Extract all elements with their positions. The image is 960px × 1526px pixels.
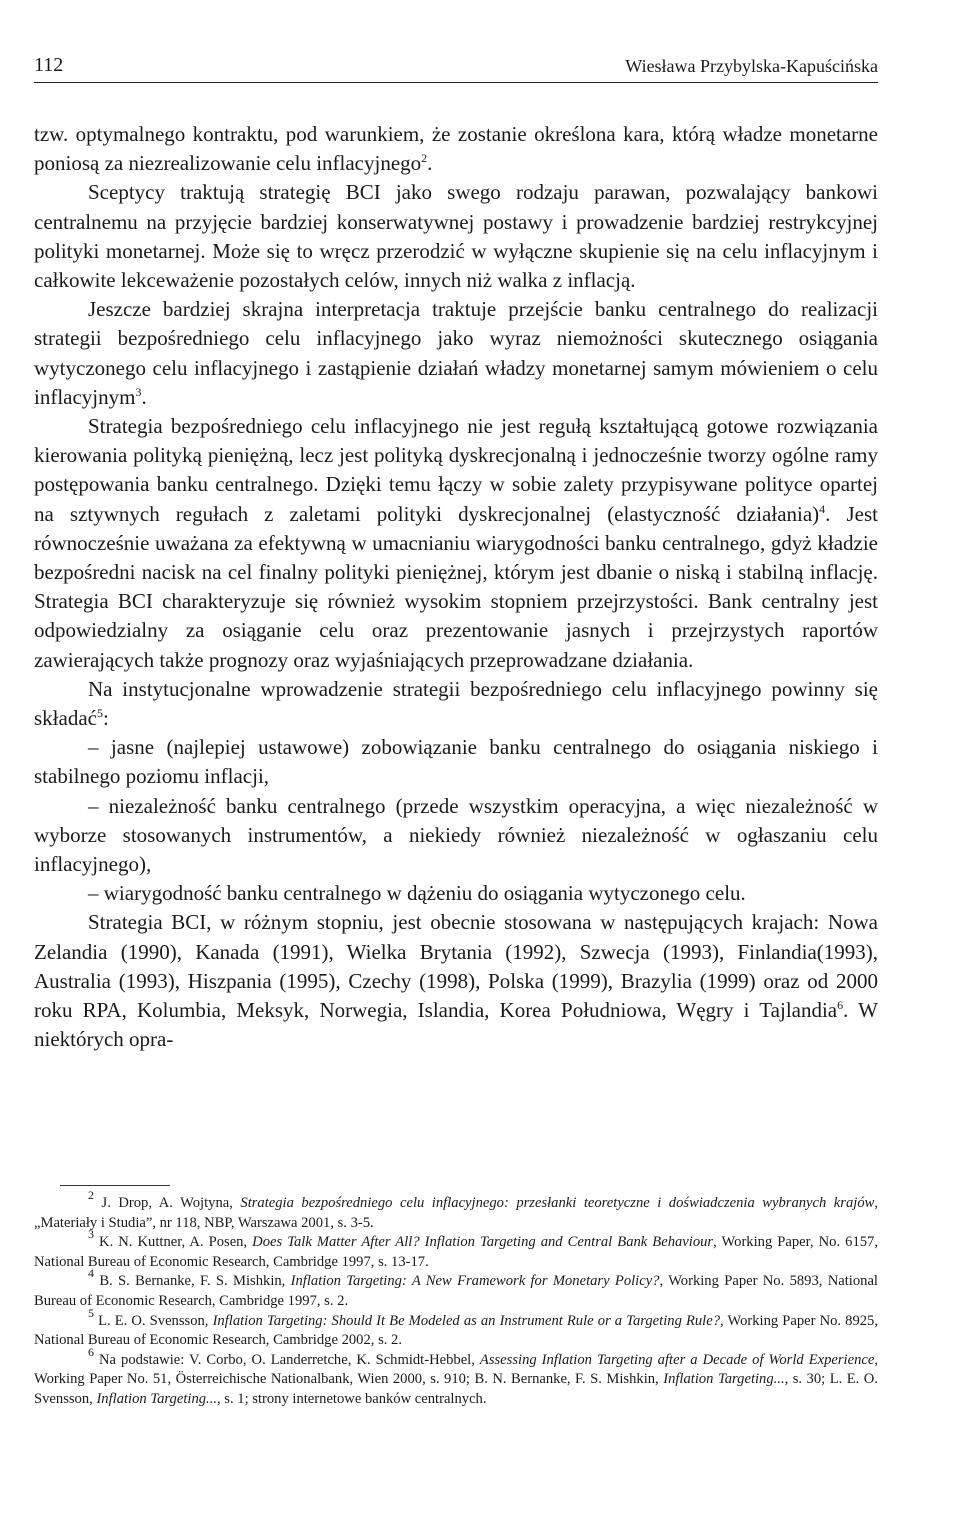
footnote-ref[interactable]: 5	[96, 706, 103, 721]
footnote: $^2$ J. Drop, A. Wojtyna, Strategia bezpośredniego celu inflacyjnego: przesłanki teoretyczne i doświadczenia wybranych krajów, „Materiały i Studia”, nr 118, NBP, Warszawa 2001, s. 3-5.	[34, 1188, 879, 1231]
paragraph: Sceptycy traktują strategię BCI jako swego rodzaju parawan, pozwalający bankowi centralnemu na przyjęcie bardziej konserwatywnej postawy i prowadzenie bardziej restrykcyjnej polityki monetarnej. Może się to wręcz przerodzić w wyłączne skupienie się na celu inflacyjnym i całkowite lekceważenie pozostałych celów, innych niż walka z inflacją.	[34, 180, 878, 293]
page-number: 112	[34, 54, 64, 76]
footnotes	[34, 1188, 879, 1410]
footnote-ref[interactable]: 3	[135, 384, 142, 399]
paragraph: Strategia bezpośredniego celu inflacyjnego nie jest regułą kształtującą gotowe rozwiązania kierowania polityką pieniężną, lecz jest polityką dyskrecjonalną i jednocześnie tworzy ogólne ramy postępowania banku centralnego. Dzięki temu łączy w sobie zalety przypisywane polityce opartej na sztywnych regułach z zaletami polityki dyskrecjonalnej (elastyczność działania)$^4$. Jest równocześnie uważana za efektywną w umacnianiu wiarygodności banku centralnego, gdyż kładzie bezpośredni nacisk na cel finalny polityki pieniężnej, którym jest dbanie o niską i stabilną inflację. Strategia BCI charakteryzuje się również wysokim stopniem przejrzystości. Bank centralny jest odpowiedzialny za osiąganie celu oraz prezentowanie jasnych i przejrzystych raportów zawierających także prognozy oraz wyjaśniających przeprowadzane działania.	[34, 414, 878, 672]
paragraph: tzw. optymalnego kontraktu, pod warunkiem, że zostanie określona kara, którą władze monetarne poniosą za niezrealizowanie celu inflacyjnego$^2$.	[34, 122, 878, 176]
body-text	[34, 120, 878, 1055]
paragraph: Jeszcze bardziej skrajna interpretacja traktuje przejście banku centralnego do realizacji strategii bezpośredniego celu inflacyjnego jako wyraz niemożności skutecznego osiągania wytyczonego celu inflacyjnego i zastąpienie działań władzy monetarnej samym mówieniem o celu inflacyjnym$^3$.	[34, 297, 878, 409]
paragraph: Strategia BCI, w różnym stopniu, jest obecnie stosowana w następujących krajach: Nowa Zelandia (1990), Kanada (1991), Wielka Brytania (1992), Szwecja (1993), Finlandia(1993), Australia (1993), Hiszpania (1995), Czechy (1998), Polska (1999), Brazylia (1999) oraz od 2000 roku RPA, Kolumbia, Meksyk, Norwegia, Islandia, Korea Południowa, Węgry i Tajlandia$^6$. W niektórych opra-	[34, 910, 878, 1052]
footnote: $^6$ Na podstawie: V. Corbo, O. Landerretche, K. Schmidt-Hebbel, Assessing Inflation Targeting after a Decade of World Experience, Working Paper No. 51, Österreichische Nationalbank, Wien 2000, s. 910; B. N. Bernanke, F. S. Mishkin, Inflation Targeting..., s. 30; L. E. O. Svensson, Inflation Targeting..., s. 1; strony internetowe banków centralnych.	[34, 1344, 878, 1407]
footnote-ref[interactable]: 2	[421, 151, 428, 166]
footnote: $^5$ L. E. O. Svensson, Inflation Targeting: Should It Be Modeled as an Instrument Rule or a Targeting Rule?, Working Paper No. 8925, National Bureau of Economic Research, Cambridge 2002, s. 2.	[34, 1305, 878, 1349]
footnote-ref[interactable]: 4	[819, 501, 826, 516]
footnote-divider	[60, 1185, 170, 1186]
running-header-author: Wiesława Przybylska-Kapuścińska	[625, 56, 878, 76]
list-item: – jasne (najlepiej ustawowe) zobowiązanie banku centralnego do osiągania niskiego i stabilnego poziomu inflacji,	[34, 735, 878, 789]
footnote: $^3$ K. N. Kuttner, A. Posen, Does Talk Matter After All? Inflation Targeting and Central Bank Behaviour, Working Paper, No. 6157, National Bureau of Economic Research, Cambridge 1997, s. 13-17.	[34, 1227, 878, 1270]
footnote-ref[interactable]: 6	[837, 998, 844, 1013]
running-header	[34, 52, 878, 83]
footnote: $^4$ B. S. Bernanke, F. S. Mishkin, Inflation Targeting: A New Framework for Monetary Policy?, Working Paper No. 5893, National Bureau of Economic Research, Cambridge 1997, s. 2.	[34, 1266, 878, 1309]
list-item: – niezależność banku centralnego (przede wszystkim operacyjna, a więc niezależność w wyborze stosowanych instrumentów, a niekiedy również niezależność w ogłaszaniu celu inflacyjnego),	[34, 793, 878, 877]
list-item: – wiarygodność banku centralnego w dążeniu do osiągania wytyczonego celu.	[88, 881, 746, 906]
paragraph: Na instytucjonalne wprowadzenie strategii bezpośredniego celu inflacyjnego powinny się składać$^5$:	[34, 676, 878, 731]
